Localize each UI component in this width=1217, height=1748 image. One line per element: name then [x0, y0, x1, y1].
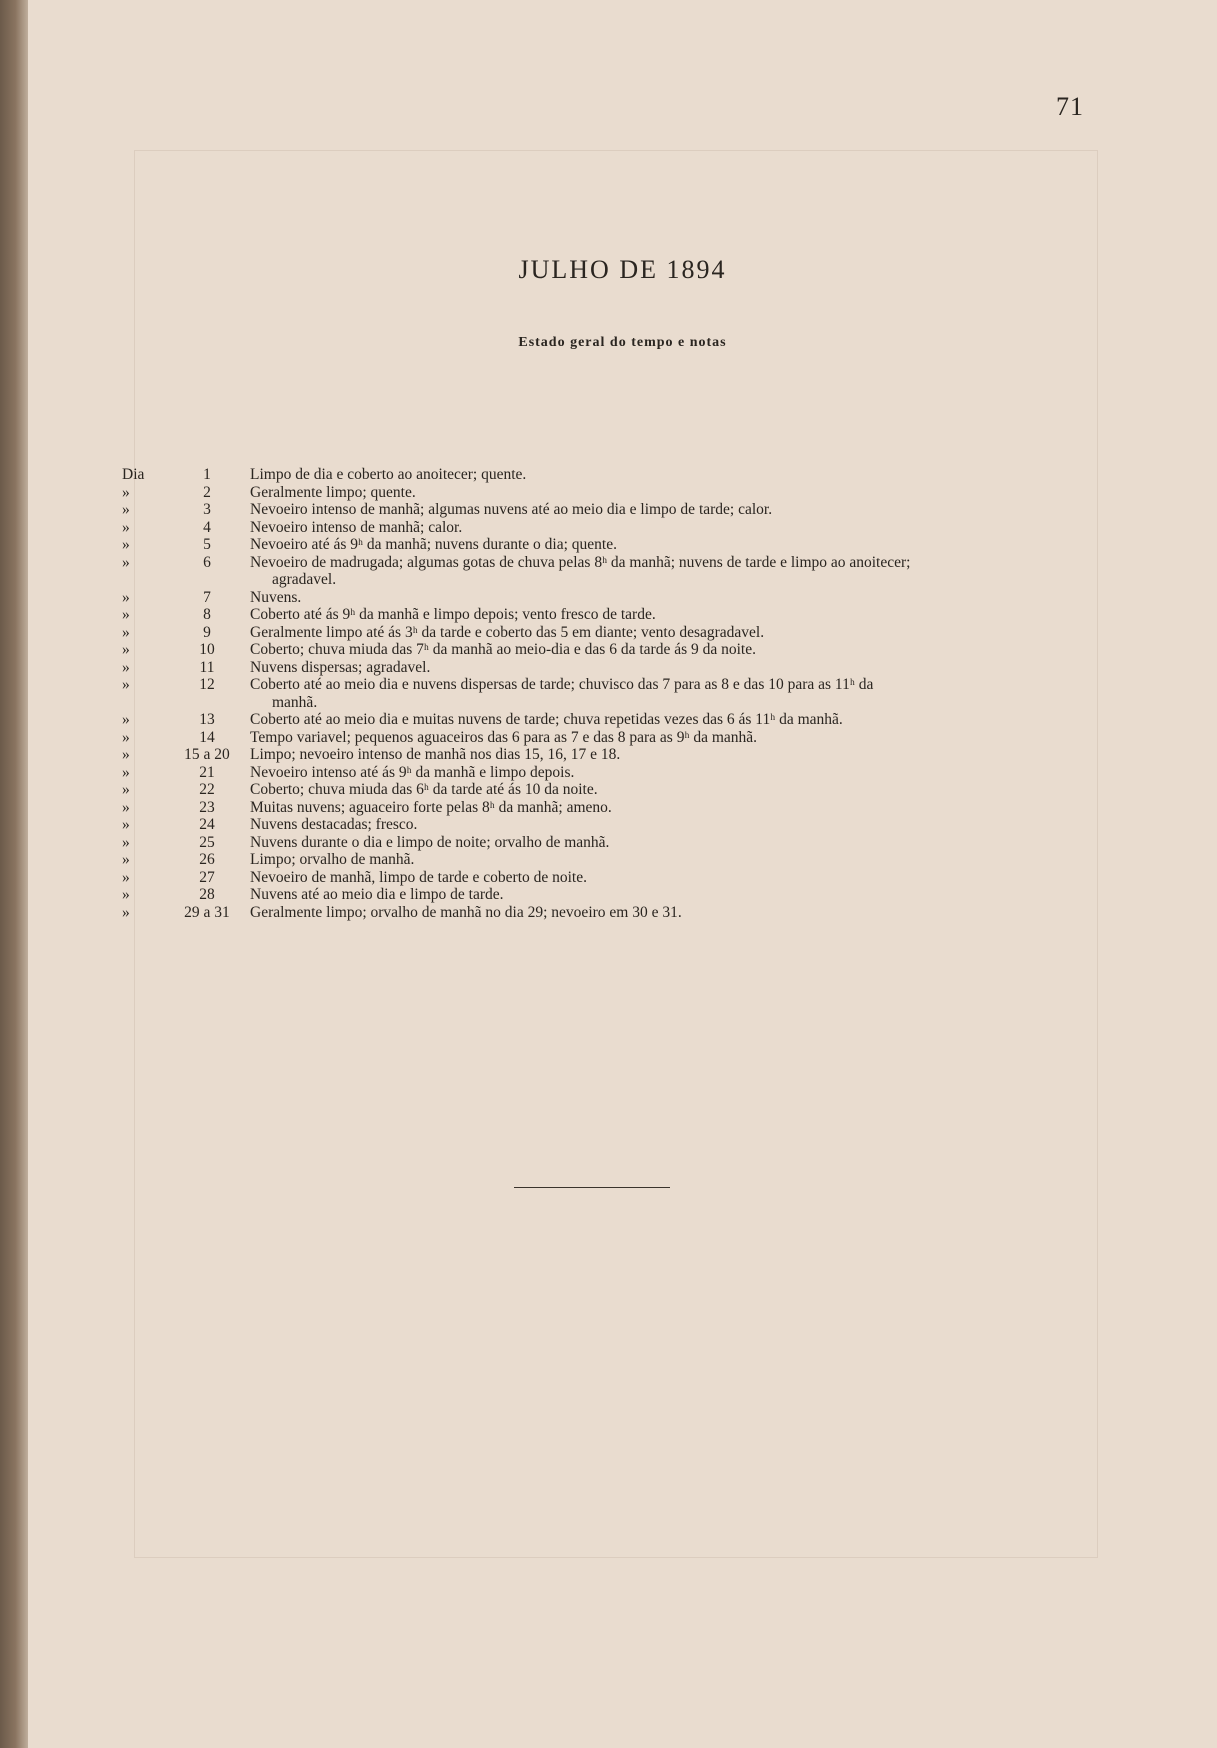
entry-text-continuation: manhã. [272, 693, 318, 711]
entry-text [250, 519, 1102, 537]
day-number: 14 [199, 728, 215, 746]
entry-text-line: Nevoeiro intenso até ás 9ʰ da manhã e limpo depois. [250, 763, 575, 781]
entry-text [250, 834, 1102, 852]
page-number: 71 [1056, 92, 1084, 121]
day-number: 21 [199, 763, 215, 781]
day-label: » [122, 763, 130, 781]
list-item [122, 659, 1102, 677]
entry-text [250, 536, 1102, 554]
entry-text-line: Nuvens. [250, 588, 302, 606]
day-label: » [122, 833, 130, 851]
day-label: » [122, 851, 130, 868]
day-label: » [122, 606, 130, 623]
day-label: » [122, 518, 130, 536]
entry-text [250, 886, 1102, 904]
day-number: 15 a 20 [184, 746, 230, 763]
entry-text [250, 589, 1102, 607]
list-item [122, 781, 1102, 799]
list-item [122, 536, 1102, 554]
entry-text-line: Coberto; chuva miuda das 6ʰ da tarde até ás 10 da noite. [250, 781, 598, 798]
entry-text-line: Nuvens dispersas; agradavel. [250, 658, 431, 676]
day-number: 4 [203, 518, 211, 536]
day-number: 5 [203, 536, 211, 553]
entry-text-line: Nevoeiro intenso de manhã; algumas nuvens até ao meio dia e limpo de tarde; calor. [250, 501, 773, 518]
entry-text [250, 466, 1102, 484]
entry-text [250, 904, 1102, 922]
day-number: 8 [203, 606, 211, 623]
day-label: » [122, 641, 130, 658]
entry-text-line: Nuvens destacadas; fresco. [250, 816, 418, 833]
day-number: 12 [199, 676, 215, 693]
entry-text-line: Limpo; orvalho de manhã. [250, 851, 415, 868]
list-item [122, 904, 1102, 922]
day-label: » [122, 711, 130, 728]
day-number: 26 [199, 851, 215, 868]
day-label: » [122, 728, 130, 746]
list-item [122, 676, 1102, 711]
day-number: 27 [199, 868, 215, 886]
entry-text [250, 606, 1102, 624]
entry-text [250, 501, 1102, 519]
entry-text [250, 781, 1102, 799]
entry-text [250, 676, 1102, 711]
day-label: » [122, 536, 130, 553]
day-number: 6 [203, 553, 211, 571]
day-number: 1 [203, 466, 211, 483]
entry-text [250, 624, 1102, 642]
list-item [122, 641, 1102, 659]
day-label: » [122, 658, 130, 676]
entry-text [250, 554, 1102, 589]
entry-text-line: Nuvens durante o dia e limpo de noite; orvalho de manhã. [250, 833, 610, 851]
book-spine [0, 0, 28, 1748]
day-number: 23 [199, 798, 215, 816]
page-subtitle: Estado geral do tempo e notas [518, 335, 727, 350]
entry-text-line: Nuvens até ao meio dia e limpo de tarde. [250, 886, 504, 903]
entry-text [250, 764, 1102, 782]
list-item [122, 501, 1102, 519]
day-label: Dia [122, 466, 145, 483]
entry-text-continuation: agradavel. [272, 571, 337, 588]
day-label: » [122, 483, 130, 501]
entry-text-line: Geralmente limpo até ás 3ʰ da tarde e coberto das 5 em diante; vento desagradavel. [250, 623, 765, 641]
list-item [122, 816, 1102, 834]
entry-text [250, 869, 1102, 887]
list-item [122, 711, 1102, 729]
entry-text-line: Limpo; nevoeiro intenso de manhã nos dias 15, 16, 17 e 18. [250, 746, 621, 763]
day-number: 2 [203, 483, 211, 501]
day-number: 24 [199, 816, 215, 833]
day-label: » [122, 886, 130, 903]
entry-text [250, 851, 1102, 869]
entry-text-line: Muitas nuvens; aguaceiro forte pelas 8ʰ da manhã; ameno. [250, 798, 612, 816]
entry-text-line: Geralmente limpo; orvalho de manhã no dia 29; nevoeiro em 30 e 31. [250, 903, 682, 921]
day-number: 9 [203, 623, 211, 641]
day-label: » [122, 798, 130, 816]
list-item [122, 554, 1102, 589]
entry-text-line: Coberto até ao meio dia e muitas nuvens de tarde; chuva repetidas vezes das 6 ás 11ʰ da manhã. [250, 711, 843, 728]
day-label: » [122, 553, 130, 571]
entry-text [250, 641, 1102, 659]
list-item [122, 746, 1102, 764]
day-label: » [122, 781, 130, 798]
list-item [122, 484, 1102, 502]
list-item [122, 589, 1102, 607]
entry-text [250, 659, 1102, 677]
entry-text-line: Coberto; chuva miuda das 7ʰ da manhã ao meio-dia e das 6 da tarde ás 9 da noite. [250, 641, 756, 658]
list-item [122, 869, 1102, 887]
list-item [122, 624, 1102, 642]
weather-entries-list [122, 466, 1102, 921]
day-number: 10 [199, 641, 215, 658]
day-label: » [122, 501, 130, 518]
day-label: » [122, 623, 130, 641]
day-number: 28 [199, 886, 215, 903]
entry-text-line: Tempo variavel; pequenos aguaceiros das 6 para as 7 e das 8 para as 9ʰ da manhã. [250, 728, 758, 746]
entry-text-line: Nevoeiro de manhã, limpo de tarde e coberto de noite. [250, 868, 587, 886]
entry-text [250, 746, 1102, 764]
list-item [122, 466, 1102, 484]
list-item [122, 764, 1102, 782]
day-number: 13 [199, 711, 215, 728]
list-item [122, 729, 1102, 747]
entry-text-line: Nevoeiro de madrugada; algumas gotas de chuva pelas 8ʰ da manhã; nuvens de tarde e limpo ao anoitecer; [250, 553, 911, 571]
list-item [122, 519, 1102, 537]
day-number: 22 [199, 781, 215, 798]
entry-text [250, 729, 1102, 747]
day-label: » [122, 816, 130, 833]
list-item [122, 799, 1102, 817]
day-label: » [122, 868, 130, 886]
list-item [122, 606, 1102, 624]
page-title: JULHO DE 1894 [518, 255, 727, 284]
day-number: 7 [203, 588, 211, 606]
day-label: » [122, 903, 130, 921]
day-number: 25 [199, 833, 215, 851]
list-item [122, 886, 1102, 904]
day-label: » [122, 746, 130, 763]
list-item [122, 851, 1102, 869]
day-label: » [122, 676, 130, 693]
day-number: 29 a 31 [184, 903, 230, 921]
entry-text-line: Coberto até ás 9ʰ da manhã e limpo depois; vento fresco de tarde. [250, 606, 656, 623]
entry-text [250, 484, 1102, 502]
entry-text-line: Coberto até ao meio dia e nuvens dispersas de tarde; chuvisco das 7 para as 8 e das 10 para as 11ʰ da [250, 676, 874, 693]
entry-text-line: Nevoeiro até ás 9ʰ da manhã; nuvens durante o dia; quente. [250, 536, 617, 553]
list-item [122, 834, 1102, 852]
entry-text-line: Geralmente limpo; quente. [250, 483, 416, 501]
closing-rule [514, 1187, 670, 1188]
day-number: 3 [203, 501, 211, 518]
entry-text-line: Limpo de dia e coberto ao anoitecer; quente. [250, 466, 527, 483]
entry-text [250, 799, 1102, 817]
entry-text-line: Nevoeiro intenso de manhã; calor. [250, 518, 463, 536]
entry-text [250, 816, 1102, 834]
day-number: 11 [199, 658, 215, 676]
document-page [28, 0, 1217, 1748]
day-label: » [122, 588, 130, 606]
entry-text [250, 711, 1102, 729]
